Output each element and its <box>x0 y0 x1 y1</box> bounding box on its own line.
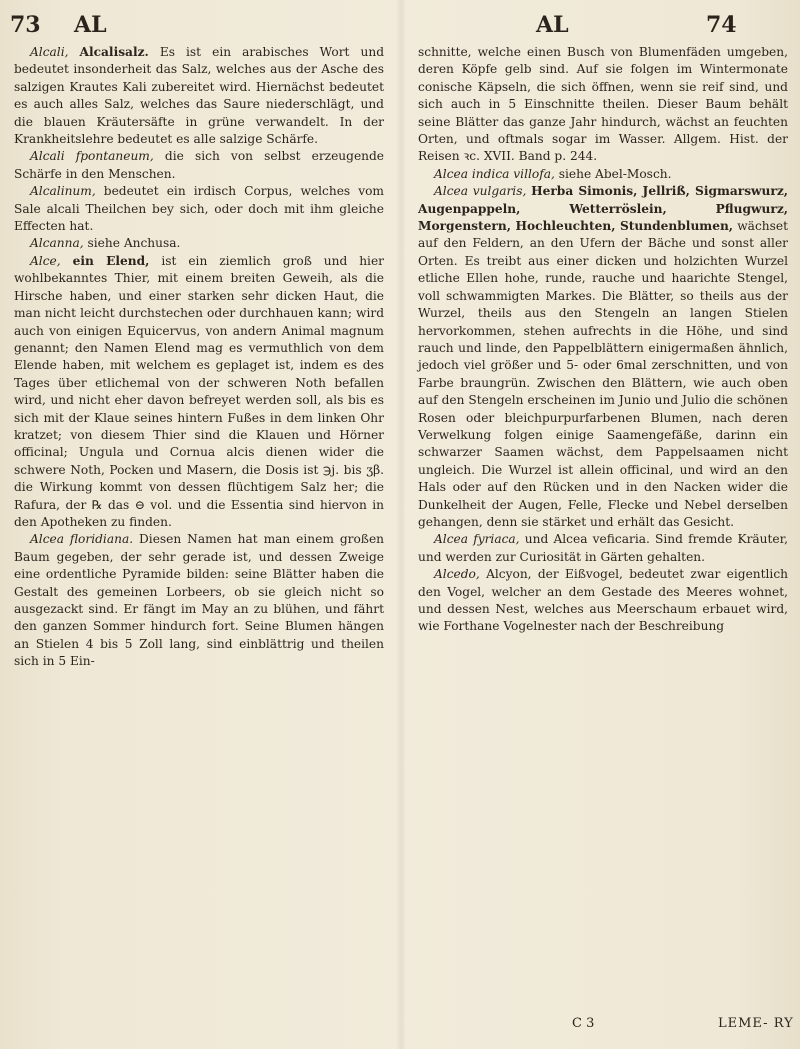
headword: Alcanna, <box>30 236 84 251</box>
headword: Alcali, <box>30 45 69 59</box>
headword-german: Alcalisalz. <box>79 45 149 59</box>
entry-alcedo <box>418 566 788 636</box>
page-number-right: 74 <box>706 12 737 38</box>
headword: Alcea vulgaris, <box>434 184 527 199</box>
entry-text: Diesen Namen hat man einem großen Baum gegeben, der sehr gerade ist, und dessen Zweige eine ordentliche Pyramide bilden: seine Blätter haben die Gestalt des gemeinen Lorbeers, ob sie gleich nicht so ausgezackt sind. Er fängt im May an zu blühen, und fährt den ganzen Sommer hindurch fort. Seine Blumen hängen an Stielen 4 bis 5 Zoll lang, sind einblättrig und theilen sich in 5 Ein- <box>14 532 385 669</box>
entry-alcea-indica <box>418 166 788 183</box>
headword: Alcea floridiana. <box>30 532 134 547</box>
headword: Alce, <box>30 253 61 268</box>
entry-text: bedeutet ein irdisch Corpus, welches vom Sale alcali Theilchen bey sich, oder doch mit ihm gleiche Effecten hat. <box>14 184 384 234</box>
entry-text: wächset auf den Feldern, an den Ufern der Bäche und sonst aller Orten. Es treibt aus einer dicken und holzichten Wurzel etliche Ellen hohe, runde, rauche und haarichte Stengel, voll schwammigten Markes. Die Blätter, so theils aus der Wurzel, theils aus den Stengeln an langen Stielen hervorkommen, stehen aufrechts in die Höhe, und sind rauch und linde, den Pappelblättern einigermaßen ähnlich, jedoch viel größer und 5- oder 6mal zerschnitten, und von Farbe braungrün. Zwischen den Blättern, wie auch oben auf den Stengeln erscheinen im Junio und Julio die schönen Rosen oder bleichpurpurfarbenen Blumen, nach deren Verwelkung folgen einige Saamengefäße, darinn ein schwarzer Saamen wächst, dem Pappelsaamen nicht ungleich. Die Wurzel ist allein officinal, und wird an den Hals oder auf den Rücken und in den Nacken wider die Dunkelheit der Augen, Felle, Flecke und Nebel derselben gehangen, denn sie stärket und erhält das Gesicht. <box>418 219 788 529</box>
headword: Alcedo, <box>434 567 480 582</box>
headword: Alcalinum, <box>30 184 96 199</box>
left-column <box>14 44 384 671</box>
entry-alcea-vulgaris <box>418 183 788 531</box>
page-number-left: 73 <box>10 12 41 38</box>
catchword: LEME- RY <box>718 1016 794 1031</box>
running-head-left: AL <box>74 12 107 38</box>
right-column <box>418 44 788 636</box>
entry-alce <box>14 253 384 532</box>
entry-text: Alcyon, der Eißvogel, bedeutet zwar eigentlich den Vogel, welcher an dem Gestade des Meeres wohnet, und dessen Nest, welches aus Meerschaum erbauet wird, wie Forthane Vogelnester nach der Beschreibung <box>418 567 788 634</box>
signature-mark: C 3 <box>572 1016 595 1031</box>
entry-text: ist ein ziemlich groß und hier wohlbekanntes Thier, mit einem breiten Geweih, als die Hirsche haben, und einer starken sehr dicken Haut, die man nicht leicht durchstechen oder durchhauen kann; wird auch von einigen Equicervus, von andern Animal magnum genannt; den Namen Elend mag es vermuthlich von dem Elende haben, mit welchem es geplaget ist, indem es des Tages über etlichemal von der schweren Noth befallen wird, und nicht eher davon befreyet werden soll, als bis es sich mit der Klaue seines hintern Fußes in dem linken Ohr kratzet; von diesem Thier sind die Klauen und Hörner officinal; Ungula und Cornua alcis dienen wider die schwere Noth, Pocken und Masern, die Dosis ist ℈j. bis ʒβ. die Wirkung kommt von dessen flüchtigem Salz her; die Rafura, der ℞ das ⊖ vol. und die Essentia sind hiervon in den Apotheken zu finden. <box>14 253 384 529</box>
page-footer <box>0 1016 800 1040</box>
running-head-right: AL <box>536 12 569 38</box>
entry-alcea-floridiana <box>14 531 384 670</box>
entry-alcali-spontaneum <box>14 148 384 183</box>
entry-text: siehe Abel-Mosch. <box>558 166 672 181</box>
entry-text: schnitte, welche einen Busch von Blumenfäden umgeben, deren Köpfe gelb sind. Auf sie folgen im Wintermonate conische Käpseln, die sich öffnen, wenn sie reif sind, und sich auch in 5 Einschnitte theilen. Dieser Baum behält seine Blätter das ganze Jahr hindurch, wächst an feuchten Orten, und oftmals sogar im Wasser. Allgem. Hist. der Reisen ꝛc. XVII. Band p. 244. <box>418 45 788 164</box>
entry-alcalinum <box>14 183 384 235</box>
headword: Alcea indica villofa, <box>434 166 555 181</box>
headword-german: ein Elend, <box>72 253 150 268</box>
entry-text: siehe Anchusa. <box>87 236 181 251</box>
entry-continuation <box>418 44 788 166</box>
page-header <box>0 6 800 40</box>
entry-alcali <box>14 44 384 148</box>
page-gutter-shadow <box>396 0 406 1049</box>
entry-text: die sich von selbst erzeugende Schärfe in den Menschen. <box>14 149 385 181</box>
entry-text: und Alcea veficaria. Sind fremde Kräuter, und werden zur Curiosität in Gärten gehalten. <box>418 532 788 564</box>
headword: Alcea fyriaca, <box>434 532 520 547</box>
headword-german: Herba Simonis, Jellriß, Sigmarswurz, Augenpappeln, Wetterröslein, Pflugwurz, Morgenstern, Hochleuchten, Stundenblumen, <box>418 184 788 234</box>
entry-text: Es ist ein arabisches Wort und bedeutet insonderheit das Salz, welches aus der Asche des salzigen Krautes Kali zubereitet wird. Hiernächst bedeutet es auch alles Salz, welches das Saure niederschlägt, und die blauen Kräutersäfte in grüne verwandelt. In der Krankheitslehre bedeutet es alle salzige Schärfe. <box>14 45 384 147</box>
entry-alcanna <box>14 235 384 252</box>
entry-alcea-syriaca <box>418 531 788 566</box>
headword: Alcali fpontaneum, <box>30 149 154 164</box>
